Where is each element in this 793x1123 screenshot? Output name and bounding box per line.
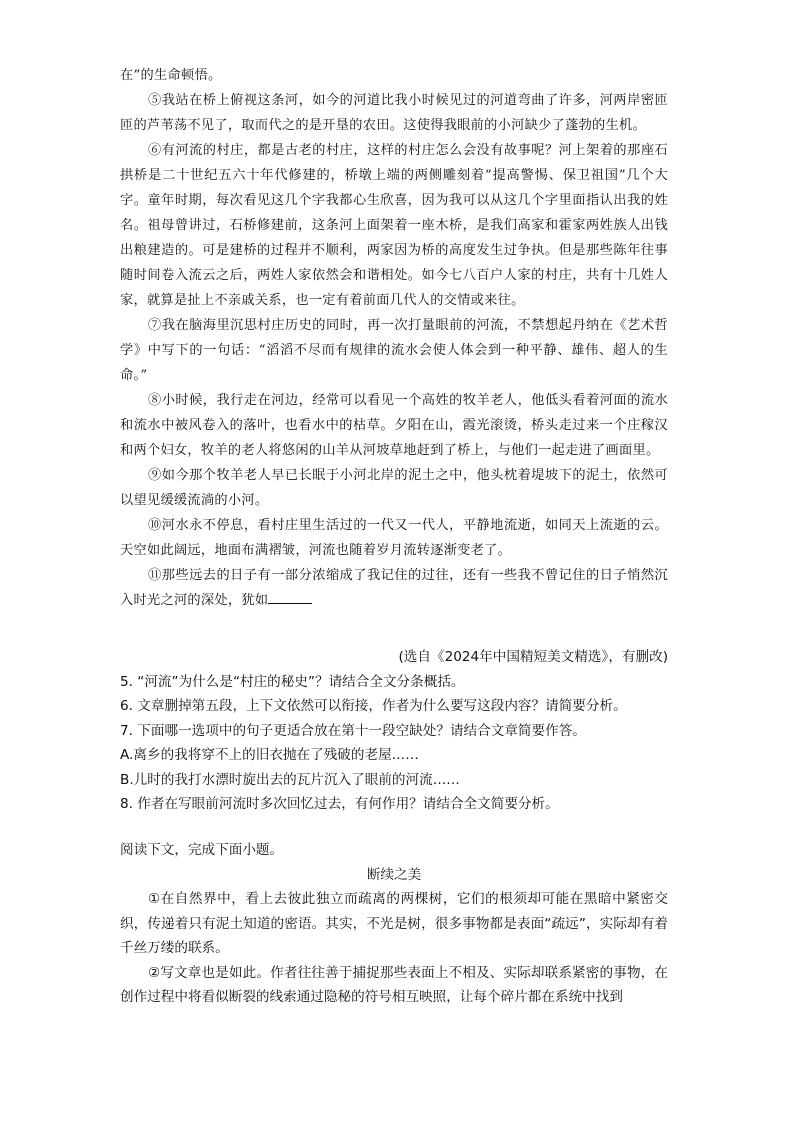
question-5: 5. “河流”为什么是“村庄的秘史”？请结合全文分条概括。	[120, 673, 465, 690]
paragraph-10: ⑩河水永不停息，看村庄里生活过的一代又一代人，平静地流逝，如同天上流逝的云。天空如此阔远，地面布满褶皱，河流也随着岁月流转逐渐变老了。	[120, 518, 668, 558]
instruction: 阅读下文，完成下面小题。	[120, 842, 284, 858]
paragraph-11	[120, 563, 668, 613]
answer-blank[interactable]	[268, 589, 312, 604]
passage2-paragraph-2: ②写文章也是如此。作者往往善于捕捉那些表面上不相及、实际却联系紧密的事物，在创作过程中将看似断裂的线索通过隐秘的符号相互映照，让每个碎片都在系统中找到	[120, 964, 668, 1005]
paragraph-8: ⑧小时候，我行走在河边，经常可以看见一个高姓的牧羊老人，他低头看着河面的流水和流水中被风卷入的落叶，也看水中的枯草。夕阳在山，霞光滚烫，桥头走过来一个庄稼汉和两个妇女，牧羊的老人将悠闲的山羊从河坡草地赶到了桥上，与他们一起走进了画面里。	[120, 393, 668, 458]
paragraph-11-text: ⑪那些远去的日子有一部分浓缩成了我记住的过往，还有一些我不曾记住的日子悄然沉入时光之河的深处，犹如	[120, 568, 668, 608]
paragraph-5: ⑤我站在桥上俯视这条河，如今的河道比我小时候见过的河道弯曲了许多，河两岸密匝匝的芦苇荡不见了，取而代之的是开垦的农田。这使得我眼前的小河缺少了蓬勃的生机。	[120, 93, 668, 133]
passage-title: 断续之美	[366, 866, 422, 883]
paragraph-7: ⑦我在脑海里沉思村庄历史的同时，再一次打量眼前的河流，不禁想起丹纳在《艺术哲学》中写下的一句话：“滔滔不尽而有规律的流水会使人体会到一种平静、雄伟、超人的生命。”	[120, 318, 668, 383]
questions-block	[120, 645, 668, 817]
paragraph-9: ⑨如今那个牧羊老人早已长眠于小河北岸的泥土之中，他头枕着堤坡下的泥土，依然可以望见缓缓流淌的小河。	[120, 468, 668, 508]
passage2-paragraph-1: ①在自然界中，看上去彼此独立而疏离的两棵树，它们的根须却可能在黑暗中紧密交织，传递着只有泥土知道的密语。其实，不光是树，很多事物都是表面“疏远”，实际却有着千丝万缕的联系。	[120, 891, 668, 956]
question-8: 8. 作者在写眼前河流时多次回忆过去，有何作用？请结合全文简要分析。	[120, 796, 559, 812]
essay-passage-1	[120, 63, 668, 613]
question-6: 6. 文章删掉第五段，上下文依然可以衔接，作者为什么要写这段内容？请简要分析。	[120, 698, 627, 714]
option-b: B.儿时的我打水漂时旋出去的瓦片沉入了眼前的河流……	[120, 771, 460, 788]
question-7: 7. 下面哪一选项中的句子更适合放在第十一段空缺处？请结合文章简要作答。	[120, 722, 586, 739]
source-citation: (选自《2024年中国精短美文精选》，有删改)	[398, 649, 668, 665]
continued-line: 在”的生命顿悟。	[120, 68, 222, 83]
option-a: A.离乡的我将穿不上的旧衣抛在了残破的老屋……	[120, 747, 419, 763]
paragraph-6: ⑥有河流的村庄，都是古老的村庄，这样的村庄怎么会没有故事呢？河上架着的那座石拱桥是二十世纪五六十年代修建的，桥墩上端的两侧雕刻着“提高警惕、保卫祖国”几个大字。童年时期，每次看见这几个字我都心生欣喜，因为我可以从这几个字里面指认出我的姓名。祖母曾讲过，石桥修建前，这条河上面架着一座木桥，是我们高家和霍家两姓族人出钱出粮建造的。可是建桥的过程并不顺利，两家因为桥的高度发生过争执。但是那些陈年往事随时间卷入流云之后，两姓人家依然会和谐相处。如今七八百户人家的村庄，共有十几姓人家，就算是扯上不亲戚关系，也一定有着前面几代人的交情或来往。	[120, 143, 668, 308]
reading-passage-2	[120, 838, 668, 1010]
